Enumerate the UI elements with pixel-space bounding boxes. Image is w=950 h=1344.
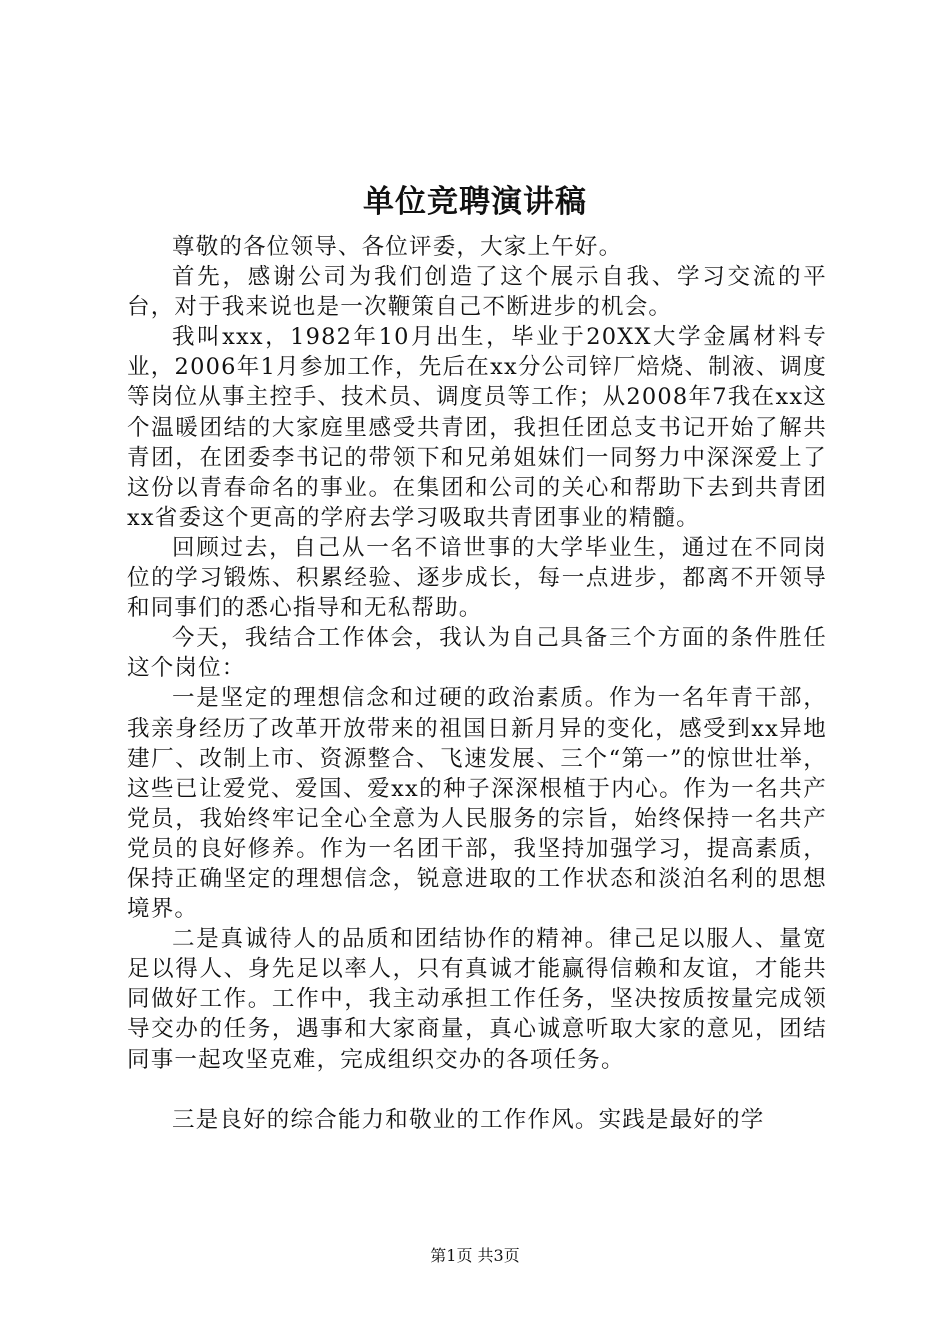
paragraph-qualifications-intro: 今天，我结合工作体会，我认为自己具备三个方面的条件胜任这个岗位：: [127, 625, 827, 682]
paragraph-greeting: 尊敬的各位领导、各位评委，大家上午好。: [172, 234, 623, 260]
paragraph-point-one: 一是坚定的理想信念和过硬的政治素质。作为一名年青干部，我亲身经历了改革开放带来的祖国日新月异的变化，感受到xx异地建厂、改制上市、资源整合、飞速发展、三个“第一”的惊世壮举，这些已让爱党、爱国、爱xx的种子深深根植于内心。作为一名共产党员，我始终牢记全心全意为人民服务的宗旨，始终保持一名共产党员的良好修养。作为一名团干部，我坚持加强学习，提高素质，保持正确坚定的理想信念，锐意进取的工作状态和淡泊名利的思想境界。: [127, 685, 827, 923]
paragraph-thanks: 首先，感谢公司为我们创造了这个展示自我、学习交流的平台，对于我来说也是一次鞭策自己不断进步的机会。: [127, 264, 827, 321]
paragraph-introduction: 我叫xxx，1982年10月出生，毕业于20XX大学金属材料专业，2006年1月参加工作，先后在xx分公司锌厂焙烧、制液、调度等岗位从事主控手、技术员、调度员等工作；从2008年7我在xx这个温暖团结的大家庭里感受共青团，我担任团总支书记开始了解共青团，在团委李书记的带领下和兄弟姐妹们一同努力中深深爱上了这份以青春命名的事业。在集团和公司的关心和帮助下去到共青团xx省委这个更高的学府去学习吸取共青团事业的精髓。: [127, 324, 827, 531]
document-body: [127, 232, 827, 1135]
document-title: 单位竞聘演讲稿: [363, 184, 587, 220]
paragraph-review: 回顾过去，自己从一名不谙世事的大学毕业生，通过在不同岗位的学习锻炼、积累经验、逐步成长，每一点进步，都离不开领导和同事们的悉心指导和无私帮助。: [127, 534, 827, 622]
paragraph-point-two: 二是真诚待人的品质和团结协作的精神。律己足以服人、量宽足以得人、身先足以率人，只有真诚才能赢得信赖和友谊，才能共同做好工作。工作中，我主动承担工作任务，坚决按质按量完成领导交办的任务，遇事和大家商量，真心诚意听取大家的意见，团结同事一起攻坚克难，完成组织交办的各项任务。: [127, 926, 827, 1073]
paragraph-point-three: 三是良好的综合能力和敬业的工作作风。实践是最好的学: [172, 1106, 765, 1133]
page-footer: 第1页 共3页: [430, 1246, 520, 1265]
